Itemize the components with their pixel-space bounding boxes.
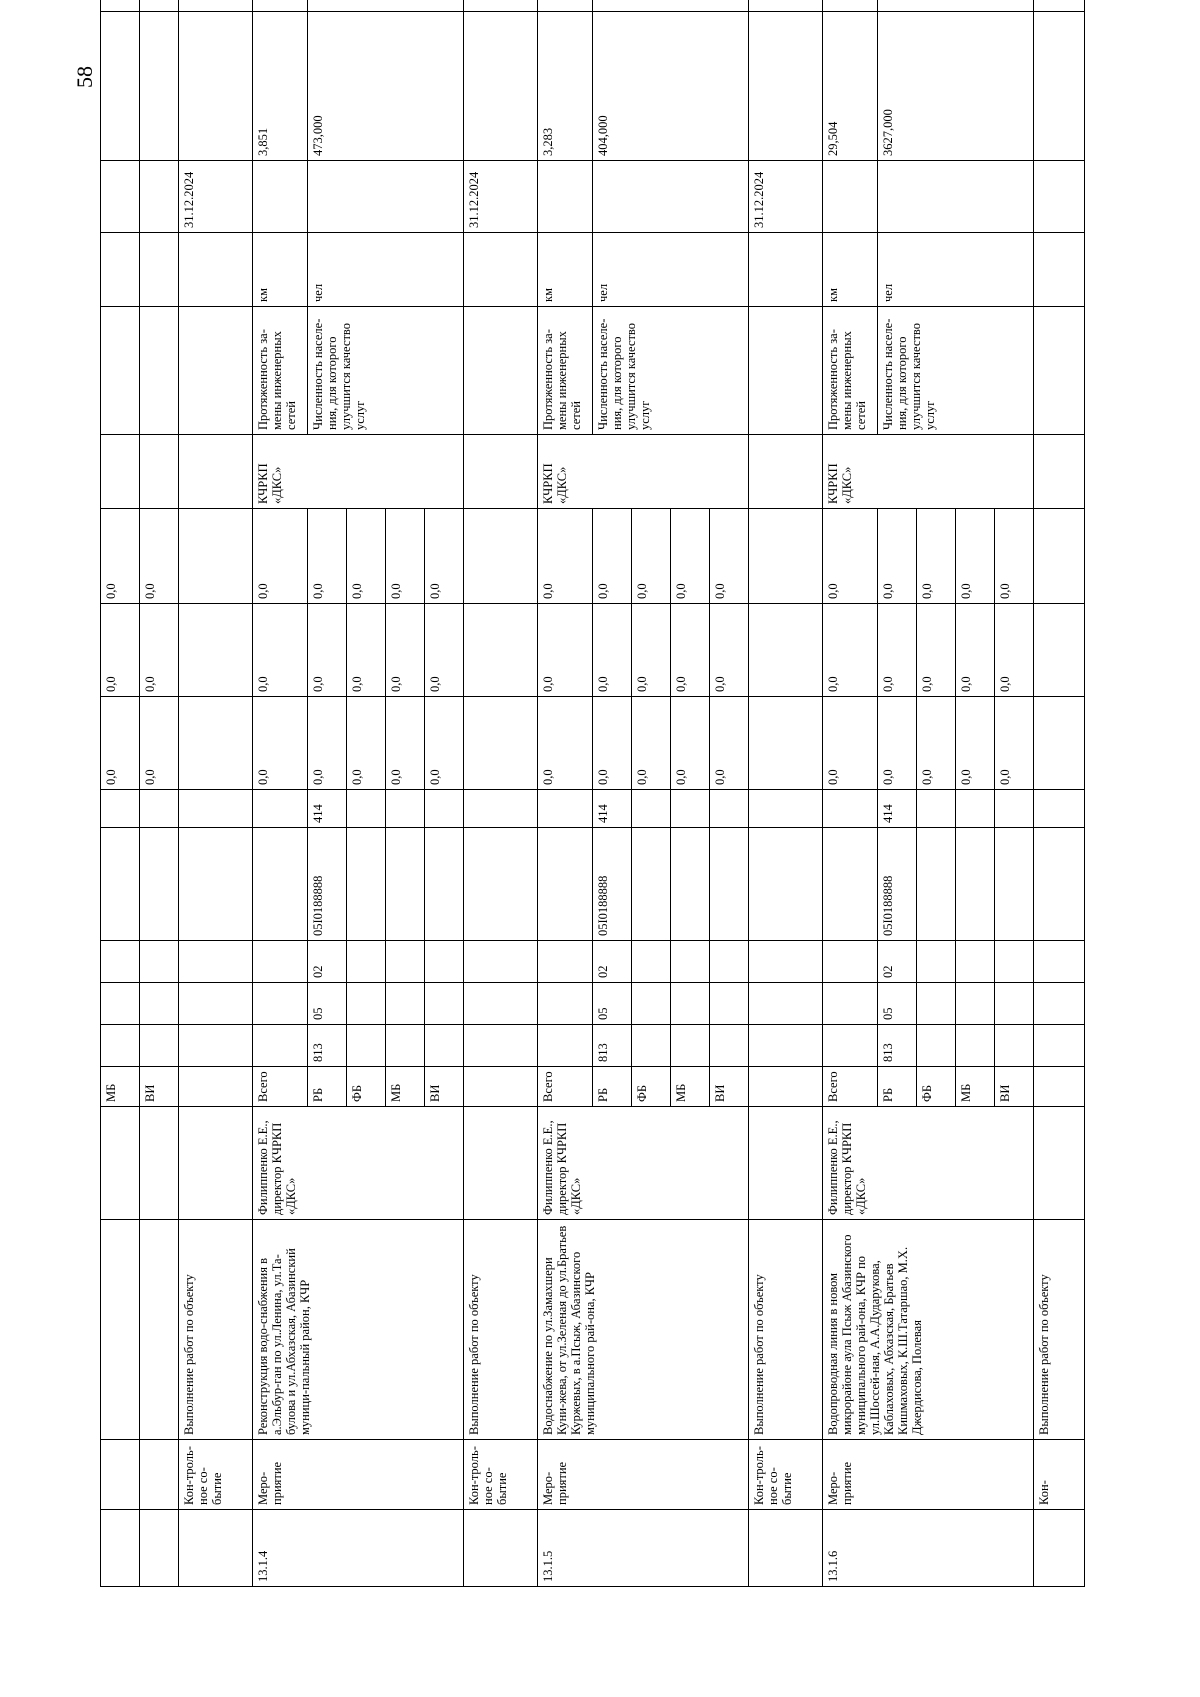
- indicator-name: Численность населе-ния, для которого улучшится качество услуг: [877, 307, 1033, 435]
- code-vr: 414: [592, 790, 631, 828]
- value-cell: 0,0: [425, 697, 464, 790]
- code-rz: [995, 983, 1034, 1025]
- source-cell: МБ: [101, 1067, 140, 1107]
- indicator-unit: чел: [307, 233, 463, 307]
- code-csr: [995, 828, 1034, 941]
- value-cell: 0,0: [101, 509, 140, 604]
- page-number: 58: [72, 66, 97, 88]
- program-table: [100, 0, 1085, 1587]
- code-pr: [346, 941, 385, 983]
- value-cell: 0,0: [346, 509, 385, 604]
- code-rz: [671, 983, 710, 1025]
- value-cell: 0,0: [632, 604, 671, 697]
- code-pr: [425, 941, 464, 983]
- code-grbs: [956, 1025, 995, 1067]
- value-cell: 0,0: [386, 509, 425, 604]
- measure-type: Меро-приятие: [253, 1440, 464, 1510]
- value-cell: 0,0: [917, 697, 956, 790]
- control-event-type: Кон-троль-ное со-бытие: [749, 1440, 823, 1510]
- table-body: [101, 0, 1085, 1587]
- code-csr: [538, 828, 593, 941]
- table-row: [140, 0, 179, 1587]
- funding-source: РБ: [307, 1067, 346, 1107]
- value-cell: 0,0: [632, 697, 671, 790]
- code-grbs: [425, 1025, 464, 1067]
- source-cell: ВИ: [140, 1067, 179, 1107]
- responsible-person: Филиппенко Е.Е., директор КЧРКП «ДКС»: [538, 1107, 749, 1220]
- value-cell: 0,0: [592, 604, 631, 697]
- code-vr: 414: [877, 790, 916, 828]
- code-rz: [710, 983, 749, 1025]
- value-cell: 0,0: [710, 604, 749, 697]
- value-cell: 0,0: [346, 697, 385, 790]
- table-row: [464, 0, 538, 1587]
- code-csr: [956, 828, 995, 941]
- code-rz: 05: [877, 983, 916, 1025]
- code-vr: [346, 790, 385, 828]
- code-vr: [632, 790, 671, 828]
- value-cell: 0,0: [632, 509, 671, 604]
- code-vr: [710, 790, 749, 828]
- control-event-type: Кон-: [1034, 1440, 1085, 1510]
- code-grbs: [253, 1025, 308, 1067]
- code-pr: [253, 941, 308, 983]
- funding-source: Всего: [823, 1067, 878, 1107]
- code-grbs: 813: [307, 1025, 346, 1067]
- code-pr: [823, 941, 878, 983]
- code-grbs: [538, 1025, 593, 1067]
- value-cell: 0,0: [386, 604, 425, 697]
- code-vr: [956, 790, 995, 828]
- executor: КЧРКП «ДКС»: [538, 435, 749, 509]
- value-cell: 0,0: [538, 604, 593, 697]
- value-cell: 0,0: [956, 697, 995, 790]
- funding-source: ВИ: [425, 1067, 464, 1107]
- value-cell: 0,0: [253, 604, 308, 697]
- code-rz: 05: [307, 983, 346, 1025]
- indicator-name: Численность населе-ния, для которого улучшится качество услуг: [592, 307, 748, 435]
- value-cell: 0,0: [956, 604, 995, 697]
- value-cell: 0,0: [671, 509, 710, 604]
- code-rz: [956, 983, 995, 1025]
- value-cell: 0,0: [710, 509, 749, 604]
- indicator-value: 3,283: [538, 12, 593, 161]
- code-vr: [823, 790, 878, 828]
- indicator-value: 473,000: [307, 12, 463, 161]
- value-cell: 0,0: [877, 604, 916, 697]
- indicator-value: 404,000: [592, 12, 748, 161]
- value-cell: 0,0: [101, 604, 140, 697]
- value-cell: 0,0: [877, 509, 916, 604]
- deadline-date: 31.12.2024: [464, 161, 538, 233]
- value-cell: 0,0: [307, 697, 346, 790]
- funding-source: РБ: [877, 1067, 916, 1107]
- value-cell: 0,0: [538, 697, 593, 790]
- code-grbs: [386, 1025, 425, 1067]
- indicator-name: Протяженность за-мены инженерных сетей: [253, 307, 308, 435]
- code-csr: [346, 828, 385, 941]
- responsible-person: Филиппенко Е.Е., директор КЧРКП «ДКС»: [253, 1107, 464, 1220]
- table-row: [179, 0, 253, 1587]
- funding-source: ФБ: [346, 1067, 385, 1107]
- value-cell: 0,0: [140, 509, 179, 604]
- funding-source: МБ: [386, 1067, 425, 1107]
- measure-name: Водоснабжение по ул.Замахшери Куни-жева, от ул.Зеленая до ул.Братьев Куржевых, в а.Псыж, Абазинского муниципального рай-она, КЧР: [538, 1220, 749, 1440]
- control-event-type: Кон-троль-ное со-бытие: [464, 1440, 538, 1510]
- value-cell: 0,0: [995, 697, 1034, 790]
- measure-name: Реконструкция водо-снабжения в а.Эльбур-ган по ул.Ленина, ул.Та-булова и ул.Абхазская, Абазинский муници-пальный район, КЧР: [253, 1220, 464, 1440]
- code-grbs: [823, 1025, 878, 1067]
- funding-source: Всего: [253, 1067, 308, 1107]
- code-pr: [995, 941, 1034, 983]
- indicator-value: 3627,000: [877, 12, 1033, 161]
- code-csr: [671, 828, 710, 941]
- control-event-name: Выполнение работ по объекту: [1034, 1220, 1085, 1440]
- executor: КЧРКП «ДКС»: [823, 435, 1034, 509]
- code-grbs: [671, 1025, 710, 1067]
- value-cell: 0,0: [710, 697, 749, 790]
- code-pr: [671, 941, 710, 983]
- code-grbs: [995, 1025, 1034, 1067]
- funding-source: ФБ: [917, 1067, 956, 1107]
- value-cell: 0,0: [425, 509, 464, 604]
- code-csr: 05I0188888: [877, 828, 916, 941]
- indicator-name: Численность населе-ния, для которого улучшится качество услуг: [307, 307, 463, 435]
- code-pr: 02: [307, 941, 346, 983]
- code-grbs: 813: [877, 1025, 916, 1067]
- funding-source: МБ: [956, 1067, 995, 1107]
- value-cell: 0,0: [425, 604, 464, 697]
- value-cell: 0,0: [917, 604, 956, 697]
- value-cell: 0,0: [307, 509, 346, 604]
- value-cell: 0,0: [346, 604, 385, 697]
- table-row: [538, 0, 593, 1587]
- code-vr: [995, 790, 1034, 828]
- code-csr: [632, 828, 671, 941]
- table-row: [253, 0, 308, 1587]
- indicator-unit: чел: [592, 233, 748, 307]
- measure-type: Меро-приятие: [538, 1440, 749, 1510]
- value-cell: 0,0: [538, 509, 593, 604]
- value-cell: 0,0: [140, 697, 179, 790]
- code-csr: [386, 828, 425, 941]
- deadline-date: 31.12.2024: [749, 161, 823, 233]
- code-vr: [671, 790, 710, 828]
- code-rz: [386, 983, 425, 1025]
- code-csr: 05I0188888: [592, 828, 631, 941]
- measure-name: Водопроводная линия в новом микрорайоне аула Псыж Абазинского муниципального рай-она, КЧР по ул.Шоссей-ная, А.А.Дударукова, Каблаховых, Абхазская, Братьев Кишмаховых, К.Ш.Татаршао, М.Х. Джердисова, Полевая: [823, 1220, 1034, 1440]
- funding-source: РБ: [592, 1067, 631, 1107]
- code-pr: [917, 941, 956, 983]
- value-cell: 0,0: [823, 697, 878, 790]
- code-grbs: [917, 1025, 956, 1067]
- value-cell: 0,0: [386, 697, 425, 790]
- measure-type: Меро-приятие: [823, 1440, 1034, 1510]
- value-cell: 0,0: [823, 604, 878, 697]
- indicator-name: Протяженность за-мены инженерных сетей: [538, 307, 593, 435]
- code-vr: [386, 790, 425, 828]
- value-cell: 0,0: [253, 697, 308, 790]
- deadline-date: 31.12.2024: [179, 161, 253, 233]
- code-pr: [710, 941, 749, 983]
- value-cell: 0,0: [140, 604, 179, 697]
- measure-code: 13.1.4: [253, 1510, 464, 1587]
- indicator-name: Протяженность за-мены инженерных сетей: [823, 307, 878, 435]
- code-rz: [425, 983, 464, 1025]
- code-csr: [710, 828, 749, 941]
- code-pr: [632, 941, 671, 983]
- value-cell: 0,0: [101, 697, 140, 790]
- code-vr: [253, 790, 308, 828]
- value-cell: 0,0: [592, 697, 631, 790]
- code-rz: [253, 983, 308, 1025]
- code-grbs: 813: [592, 1025, 631, 1067]
- code-csr: [425, 828, 464, 941]
- code-rz: [823, 983, 878, 1025]
- code-pr: 02: [592, 941, 631, 983]
- value-cell: 0,0: [956, 509, 995, 604]
- value-cell: 0,0: [671, 604, 710, 697]
- responsible-person: Филиппенко Е.Е., директор КЧРКП «ДКС»: [823, 1107, 1034, 1220]
- code-csr: [823, 828, 878, 941]
- code-grbs: [632, 1025, 671, 1067]
- funding-source: Всего: [538, 1067, 593, 1107]
- control-event-name: Выполнение работ по объекту: [179, 1220, 253, 1440]
- code-csr: [253, 828, 308, 941]
- control-event-type: Кон-троль-ное со-бытие: [179, 1440, 253, 1510]
- funding-source: ФБ: [632, 1067, 671, 1107]
- code-rz: [632, 983, 671, 1025]
- indicator-unit: км: [823, 233, 878, 307]
- value-cell: 0,0: [253, 509, 308, 604]
- measure-code: 13.1.6: [823, 1510, 1034, 1587]
- code-pr: [538, 941, 593, 983]
- code-grbs: [346, 1025, 385, 1067]
- code-vr: [425, 790, 464, 828]
- indicator-unit: км: [538, 233, 593, 307]
- code-pr: [386, 941, 425, 983]
- code-csr: 05I0188888: [307, 828, 346, 941]
- indicator-value: 3,851: [253, 12, 308, 161]
- code-pr: [956, 941, 995, 983]
- code-rz: [917, 983, 956, 1025]
- executor: КЧРКП «ДКС»: [253, 435, 464, 509]
- value-cell: 0,0: [671, 697, 710, 790]
- indicator-unit: чел: [877, 233, 1033, 307]
- value-cell: 0,0: [307, 604, 346, 697]
- value-cell: 0,0: [995, 509, 1034, 604]
- table-row: [749, 0, 823, 1587]
- code-vr: 414: [307, 790, 346, 828]
- indicator-value: 29,504: [823, 12, 878, 161]
- table-row: [1034, 0, 1085, 1587]
- code-vr: [538, 790, 593, 828]
- funding-source: ВИ: [995, 1067, 1034, 1107]
- value-cell: 0,0: [995, 604, 1034, 697]
- measure-code: 13.1.5: [538, 1510, 749, 1587]
- code-grbs: [710, 1025, 749, 1067]
- code-rz: [346, 983, 385, 1025]
- indicator-unit: км: [253, 233, 308, 307]
- value-cell: 0,0: [592, 509, 631, 604]
- code-rz: [538, 983, 593, 1025]
- control-event-name: Выполнение работ по объекту: [749, 1220, 823, 1440]
- funding-source: МБ: [671, 1067, 710, 1107]
- code-pr: 02: [877, 941, 916, 983]
- value-cell: 0,0: [917, 509, 956, 604]
- control-event-name: Выполнение работ по объекту: [464, 1220, 538, 1440]
- rotated-table-sheet: [100, 62, 1085, 1587]
- value-cell: 0,0: [823, 509, 878, 604]
- code-rz: 05: [592, 983, 631, 1025]
- code-vr: [917, 790, 956, 828]
- value-cell: 0,0: [877, 697, 916, 790]
- code-csr: [917, 828, 956, 941]
- table-row: [823, 0, 878, 1587]
- funding-source: ВИ: [710, 1067, 749, 1107]
- table-row: [101, 0, 140, 1587]
